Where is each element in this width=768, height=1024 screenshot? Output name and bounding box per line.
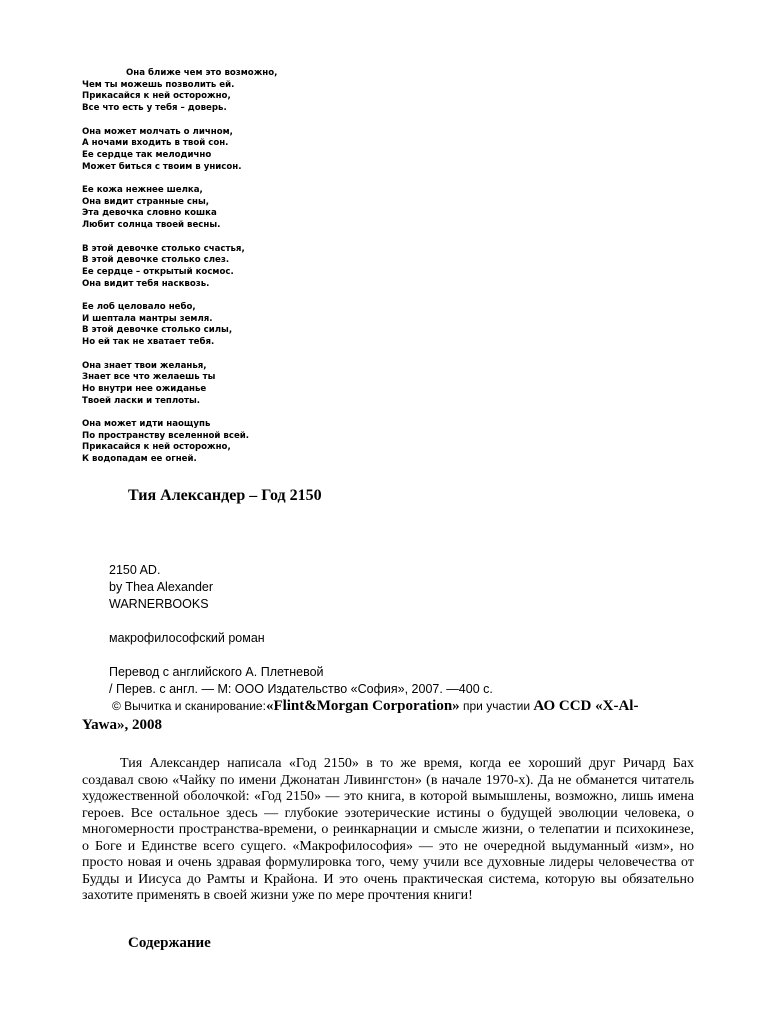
- scan-partner: АО CCD «X-Al-: [533, 698, 639, 714]
- poem-line: А ночами входить в твой сон.: [82, 138, 229, 149]
- copyright-symbol: ©: [112, 699, 121, 713]
- scan-corporation: «Flint&Morgan Corporation»: [265, 698, 460, 714]
- poem-line: Ее кожа нежнее шелка,: [82, 185, 203, 195]
- scan-credit-line: [82, 697, 714, 716]
- imprint-line: / Перев. с англ. — М: ООО Издательство «София», 2007. —400 с.: [109, 682, 493, 696]
- poem-line: Она видит странные сны,: [82, 196, 209, 207]
- poem-line: Она ближе чем это возможно,: [126, 68, 278, 78]
- scan-credit-line: [82, 716, 714, 735]
- poem-stanza: [82, 361, 322, 408]
- poem-line: В этой девочке столько счастья,: [82, 243, 245, 254]
- poem-stanza: [82, 302, 322, 349]
- poem-line: Но внутри нее ожиданье: [82, 383, 207, 394]
- poem-stanza: [82, 68, 322, 115]
- poem-stanza: [82, 185, 322, 232]
- poem-line: В этой девочке столько силы,: [82, 325, 233, 336]
- poem-line: К водопадам ее огней.: [82, 454, 197, 465]
- poem-line: Она видит тебя насквозь.: [82, 278, 210, 289]
- poem-stanza: [82, 419, 322, 466]
- poem-line: Твоей ласки и теплоты.: [82, 395, 201, 406]
- poem-line: Чем ты можешь позволить ей.: [82, 79, 235, 90]
- original-title: 2150 AD.: [109, 563, 161, 577]
- poem-line: Прикасайся к ней осторожно,: [82, 442, 231, 453]
- poem-line: Она знает твои желанья,: [82, 360, 207, 371]
- translation-credit: Перевод с английского А. Плетневой: [109, 665, 324, 679]
- poem-line: В этой девочке столько слез.: [82, 255, 230, 266]
- poem-line: Она может молчать о личном,: [82, 126, 233, 137]
- poem-line: Эта девочка словно кошка: [82, 208, 217, 219]
- poem-line: Знает все что желаешь ты: [82, 372, 216, 383]
- scan-participation: при участии: [459, 699, 534, 713]
- poem: [82, 68, 322, 466]
- poem-line: По пространству вселенной всей.: [82, 430, 250, 441]
- scan-partner-continued: Yawa», 2008: [82, 717, 163, 733]
- poem-stanza: [82, 244, 322, 291]
- poem-line: Ее сердце так мелодично: [82, 149, 212, 160]
- poem-line: И шептала мантры земля.: [82, 313, 213, 324]
- book-title: Тия Александер – Год 2150: [128, 487, 322, 504]
- poem-line: Но ей так не хватает тебя.: [82, 337, 215, 348]
- poem-line: Прикасайся к ней осторожно,: [82, 91, 231, 102]
- poem-line: Любит солнца твоей весны.: [82, 220, 221, 231]
- toc-heading: Содержание: [128, 935, 211, 951]
- poem-line: Может биться с твоим в унисон.: [82, 161, 242, 172]
- original-author: by Thea Alexander: [109, 580, 214, 594]
- original-publisher: WARNERBOOKS: [109, 597, 209, 611]
- poem-line: Все что есть у тебя – доверь.: [82, 103, 227, 114]
- intro-paragraph: [82, 756, 694, 905]
- poem-line: Она может идти наощупь: [82, 419, 211, 429]
- scan-credit: [82, 697, 714, 735]
- poem-line: Ее сердце – открытый космос.: [82, 266, 234, 277]
- genre-label: макрофилософский роман: [109, 631, 265, 645]
- scan-label: Вычитка и сканирование:: [120, 699, 266, 713]
- poem-stanza: [82, 127, 322, 174]
- poem-line: Ее лоб целовало небо,: [82, 302, 196, 312]
- intro-text: Тия Александер написала «Год 2150» в то же время, когда ее хороший друг Ричард Бах создавал свою «Чайку по имени Джонатан Ливингстон» (в начале 1970-х). Да не обманется читатель художественной оболочкой: «Год 2150» — это книга, в которой вымышлены, возможно, лишь имена героев. Все остальное здесь — глубокие эзотерические истины о будущей эволюции человека, о многомерности пространства-времени, о реинкарнации и смысле жизни, о телепатии и психокинезе, о Боге и Единстве всего сущего. «Макрофилософия» — это не очередной выдуманный «изм», но просто новая и очень здравая формулировка того, чему учили все духовные лидеры человечества от Будды и Иисуса до Рамты и Крайона. И это очень практическая система, которую вы обязательно захотите применять в своей жизни уже по мере прочтения книги!: [82, 756, 694, 903]
